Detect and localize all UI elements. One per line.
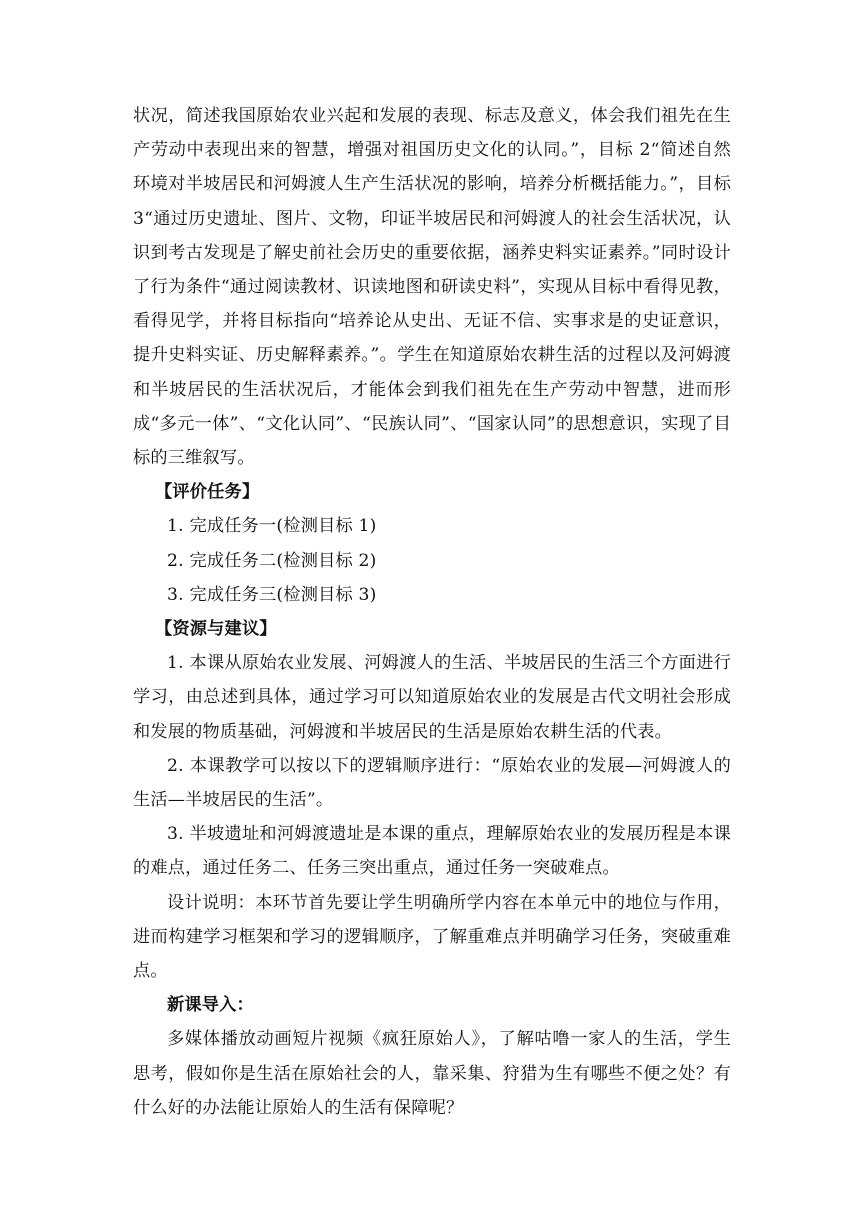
- evaluation-item: 2. 完成任务二(检测目标 2): [167, 550, 377, 571]
- evaluation-item: 3. 完成任务三(检测目标 3): [167, 584, 377, 605]
- new-lesson-heading: 新课导入：: [167, 995, 254, 1016]
- new-lesson-paragraph: 多媒体播放动画短片视频《疯狂原始人》，了解咕噜一家人的生活，学生思考，假如你是生活在原始社会的人，靠采集、狩猎为生有哪些不便之处？有什么好的办法能让原始人的生活有保障呢？: [133, 1029, 731, 1118]
- resources-item: 3. 半坡遗址和河姆渡遗址是本课的重点，理解原始农业的发展历程是本课的难点，通过任务二、任务三突出重点，通过任务一突破难点。: [133, 824, 731, 879]
- evaluation-item: 1. 完成任务一(检测目标 1): [167, 516, 377, 537]
- resources-item: 2. 本课教学可以按以下的逻辑顺序进行：“原始农业的发展—河姆渡人的生活—半坡居民的生活”。: [133, 755, 731, 811]
- resources-heading: 【资源与建议】: [155, 619, 277, 640]
- evaluation-heading: 【评价任务】: [155, 482, 260, 503]
- resources-item: 1. 本课从原始农业发展、河姆渡人的生活、半坡居民的生活三个方面进行学习，由总述到具体，通过学习可以知道原始农业的发展是古代文明社会形成和发展的物质基础，河姆渡和半坡居民的生活是原始农耕生活的代表。: [133, 653, 731, 742]
- document-body: [133, 99, 731, 1125]
- design-note-paragraph: 设计说明：本环节首先要让学生明确所学内容在本单元中的地位与作用，进而构建学习框架和学习的逻辑顺序，了解重难点并明确学习任务，突破重难点。: [133, 892, 731, 982]
- intro-paragraph: 状况，简述我国原始农业兴起和发展的表现、标志及意义，体会我们祖先在生产劳动中表现出来的智慧，增强对祖国历史文化的认同。”，目标 2“简述自然环境对半坡居民和河姆渡人生产生活状况的影响，培养分析概括能力。”，目标 3“通过历史遗址、图片、文物，印证半坡居民和河姆渡人的社会生活状况，认识到考古发现是了解史前社会历史的重要依据，涵养史料实证素养。”同时设计了行为条件“通过阅读教材、识读地图和研读史料”，实现从目标中看得见教，看得见学，并将目标指向“培养论从史出、无证不信、实事求是的史证意识，提升史料实证、历史解释素养。”。学生在知道原始农耕生活的过程以及河姆渡和半坡居民的生活状况后，才能体会到我们祖先在生产劳动中智慧，进而形成“多元一体”、“文化认同”、“民族认同”、“国家认同”的思想意识，实现了目标的三维叙写。: [133, 106, 731, 469]
